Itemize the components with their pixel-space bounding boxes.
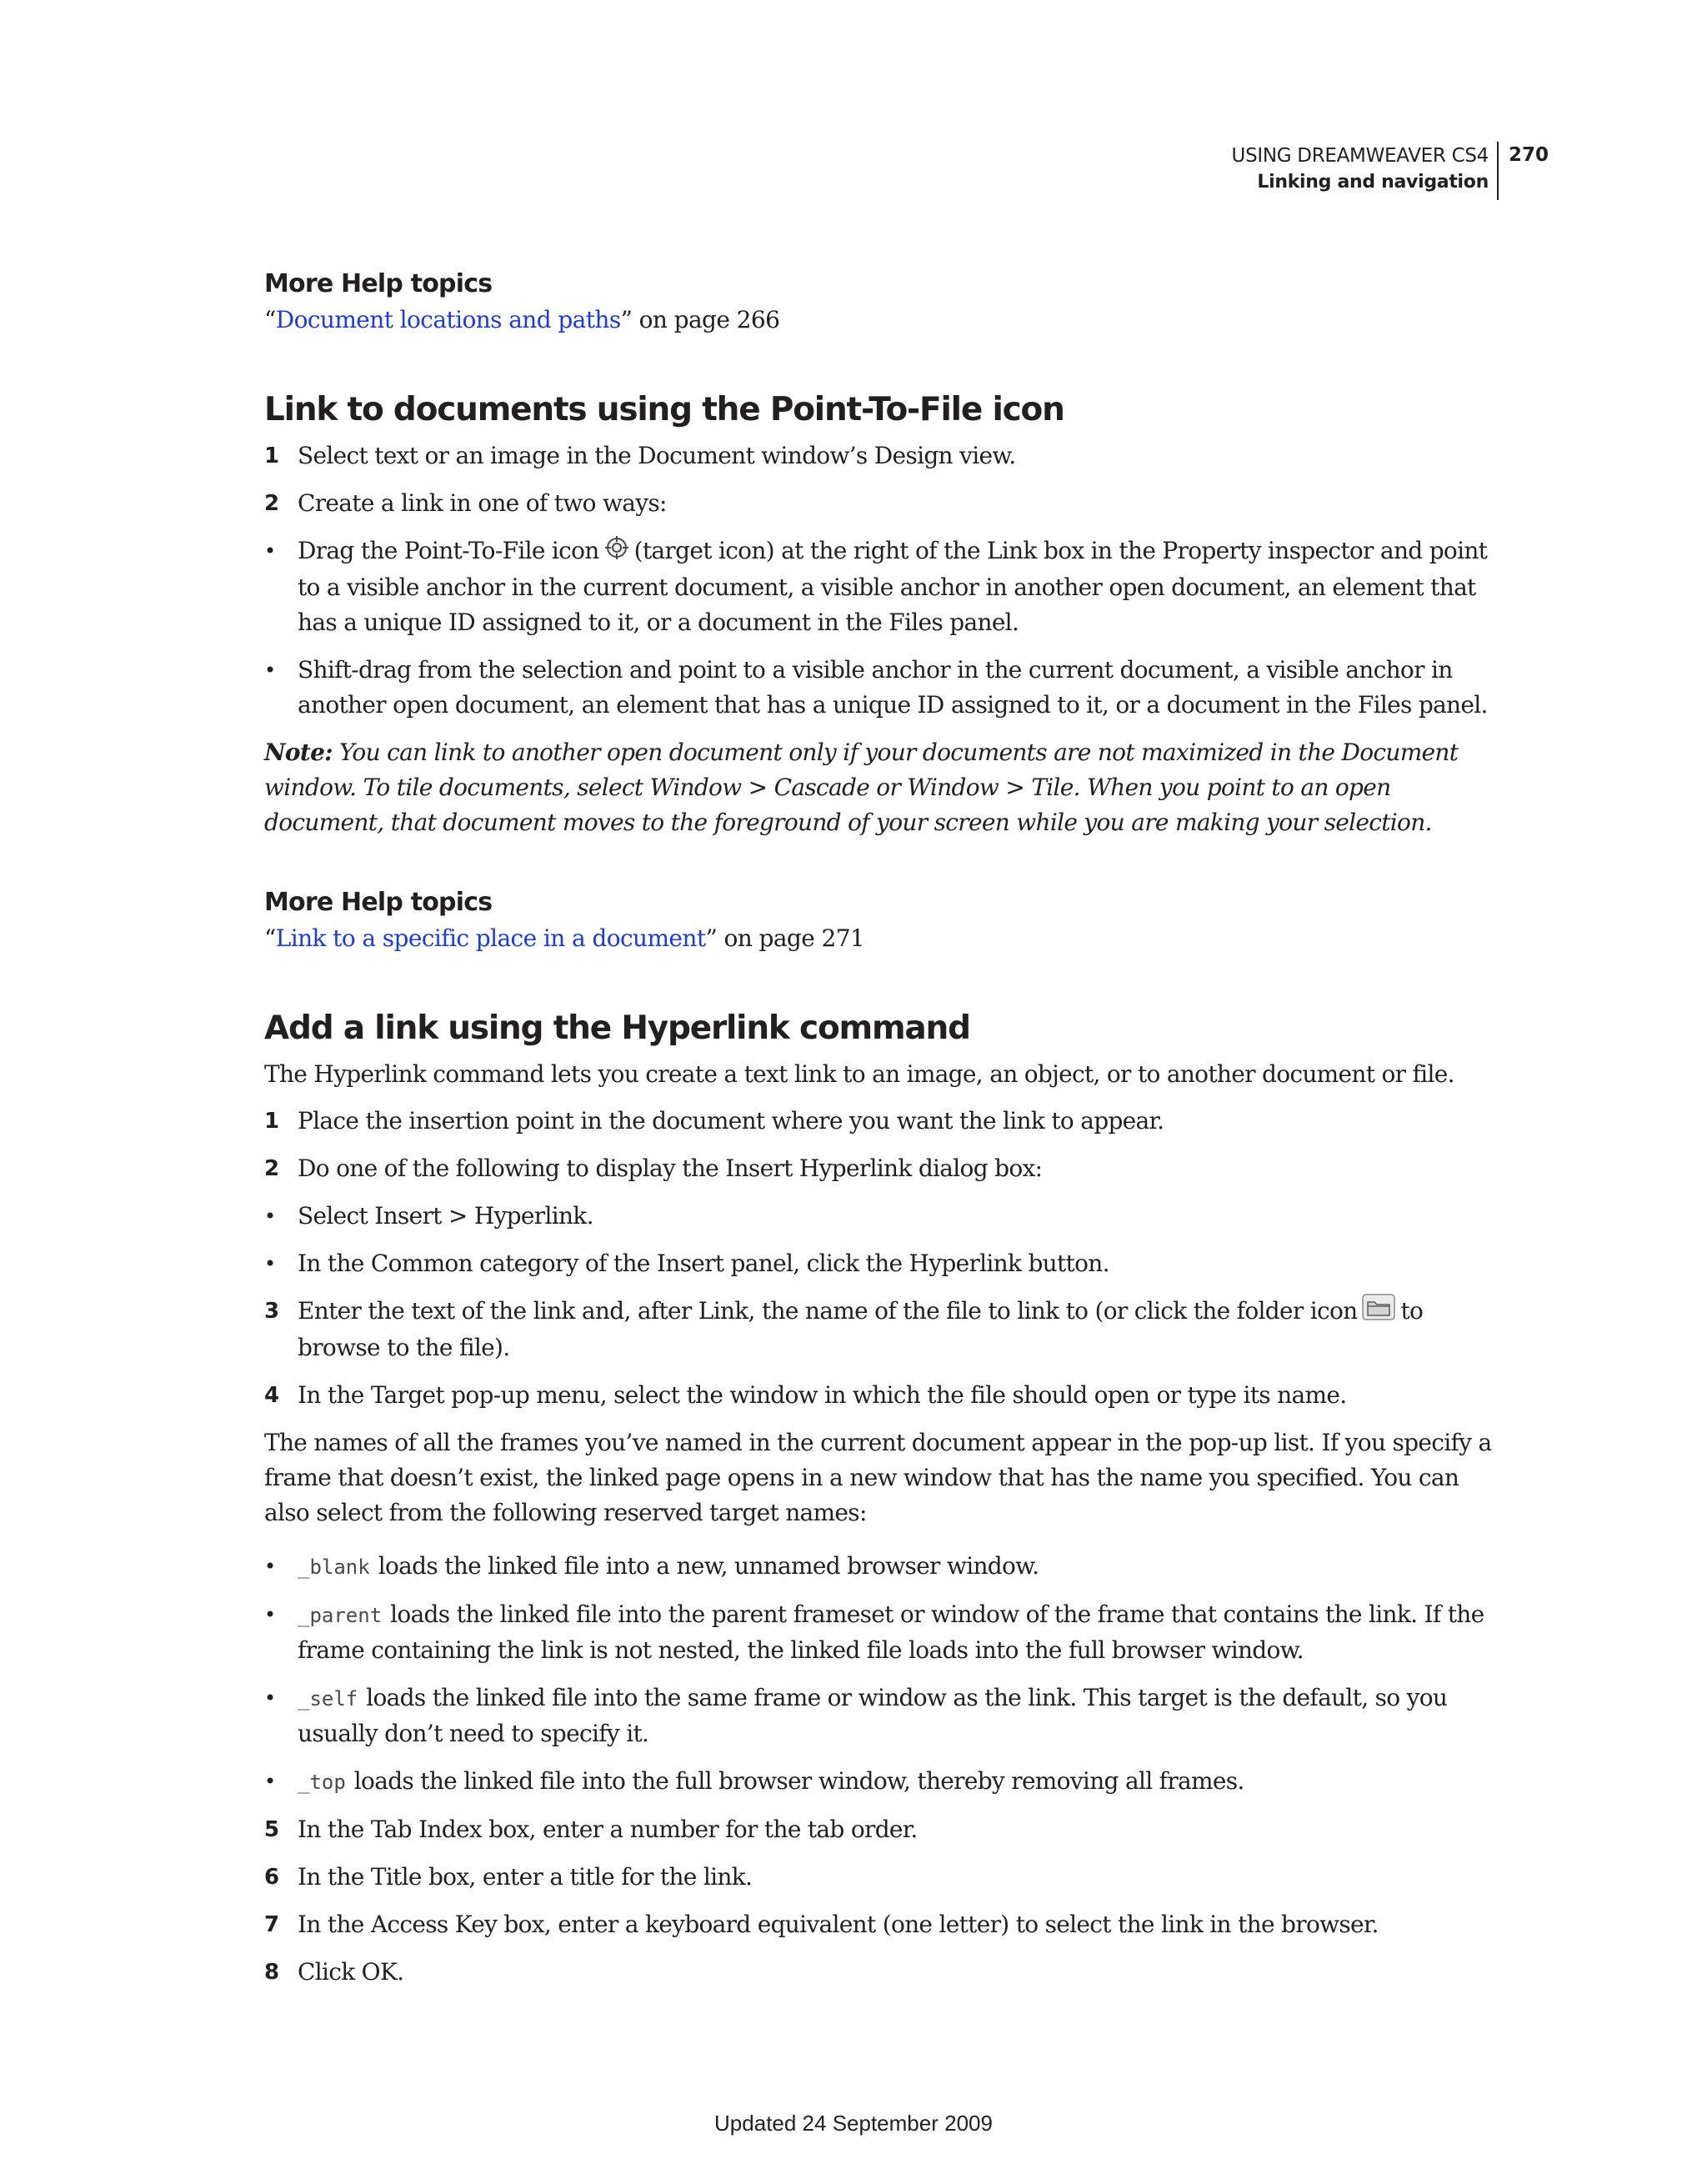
list-item [264,1860,1498,1895]
step-text: In the Tab Index box, enter a number for the tab order. [298,1816,918,1843]
running-header [1232,142,1549,200]
bullet-text: Shift-drag from the selection and point to a visible anchor in the current document, a visible anchor in another open document, an element that has a unique ID assigned to it, or a document in the Files panel. [298,655,1488,719]
step-number: 2 [264,1155,279,1181]
step-number: 1 [264,1108,279,1134]
bullet: • [264,1770,276,1793]
bullet: • [264,1204,276,1228]
list-item [264,653,1498,723]
bullet-text-before: Drag the Point-To-File icon [298,537,599,564]
note-label: Note: [264,738,333,766]
bullet-text [298,533,1498,640]
list-item [264,1764,1498,1800]
list-item [264,1378,1498,1413]
header-product: USING DREAMWEAVER CS4 [1231,145,1489,167]
frames-paragraph: The names of all the frames you’ve named in the current document appear in the pop-up list. If you specify a frame that doesn’t exist, the linked page opens in a new window that has the name you specified. You can also select from the following reserved target names: [264,1429,1492,1526]
bullet: • [264,658,276,682]
step-text [298,1294,1498,1366]
list-item [264,1597,1498,1668]
header-text [1232,142,1499,200]
step-number: 2 [264,491,279,516]
target-description: loads the linked file into a new, unnamed browser window. [378,1552,1039,1580]
bullet-text: Select Insert > Hyperlink. [298,1201,593,1230]
step-number: 7 [264,1912,279,1937]
target-description: loads the linked file into the full browser window, thereby removing all frames. [353,1767,1244,1795]
open-quote: “ [264,924,276,952]
step-text: In the Access Key box, enter a keyboard equivalent (one letter) to select the link in the browser. [298,1911,1379,1938]
page-content [264,250,1498,2002]
page-ref: ” on page 266 [620,306,780,333]
step-text: In the Title box, enter a title for the link. [298,1863,753,1891]
bullet: • [264,1686,276,1710]
target-code: _self [298,1687,358,1711]
note [264,735,1498,840]
document-locations-link[interactable]: Document locations and paths [275,306,621,333]
section-title-point-to-file: Link to documents using the Point-To-File icon [264,391,1064,428]
step-number: 4 [264,1383,279,1408]
target-code: _top [298,1771,346,1794]
target-description: loads the linked file into the same frame or window as the link. This target is the default, so you usually don’t need to specify it. [298,1684,1448,1747]
note-text: You can link to another open document only if your documents are not maximized in the Document window. To tile documents, select Window > Cascade or Window > Tile. When you point to an open document, that document moves to the foreground of your screen while you are making your selection. [264,738,1459,836]
bullet-text [298,1597,1498,1668]
list-item [264,1549,1498,1585]
intro-paragraph: The Hyperlink command lets you create a text link to an image, an object, or to another document or file. [264,1059,1454,1088]
list-item [264,1812,1498,1847]
bullet: • [264,1603,276,1626]
help-reference [264,922,1498,955]
target-description: loads the linked file into the parent frameset or window of the frame that contains the link. If the frame containing the link is not nested, the linked file loads into the full browser window. [298,1600,1484,1664]
step-text-after: to browse to the file). [298,1296,1424,1361]
page-footer: Updated 24 September 2009 [714,2111,993,2136]
step-number: 1 [264,443,279,468]
list-item [264,1907,1498,1942]
open-quote: “ [264,306,276,333]
bullet: • [264,539,276,563]
section-title-hyperlink-command: Add a link using the Hyperlink command [264,1009,970,1047]
more-help-heading: More Help topics [264,887,493,917]
list-item [264,1104,1498,1139]
bullet: • [264,1555,276,1578]
target-code: _blank [298,1555,370,1579]
specific-place-link[interactable]: Link to a specific place in a document [275,924,706,952]
target-icon [604,535,629,570]
step-number: 3 [264,1298,279,1324]
bullet-text [298,1549,1498,1585]
more-help-heading: More Help topics [264,269,493,298]
list-item [264,1199,1498,1234]
step-number: 6 [264,1865,279,1890]
step-text: Place the insertion point in the document where you want the link to appear. [298,1106,1164,1135]
step-text: Click OK. [298,1958,404,1986]
bullet-text [298,1764,1498,1800]
step-text: In the Target pop-up menu, select the window in which the file should open or type its name. [298,1381,1347,1409]
step-text: Create a link in one of two ways: [298,489,667,517]
header-chapter: Linking and navigation [1257,172,1489,193]
folder-icon [1362,1294,1395,1330]
bullet-text [298,1681,1498,1751]
list-item [264,1294,1498,1366]
bullet-text-after: (target icon) at the right of the Link box in the Property inspector and point to a visible anchor in the current document, a visible anchor in another open document, an element that has a unique ID assigned to it, or a document in the Files panel. [298,537,1488,636]
page-number: 270 [1508,144,1549,166]
help-reference [264,303,1498,337]
list-item [264,533,1498,640]
step-text: Do one of the following to display the Insert Hyperlink dialog box: [298,1154,1043,1182]
step-text: Select text or an image in the Document window’s Design view. [298,442,1016,469]
list-item [264,438,1498,473]
page-ref: ” on page 271 [705,924,865,952]
list-item [264,486,1498,521]
step-number: 5 [264,1817,279,1842]
list-item [264,1681,1498,1751]
list-item [264,1151,1498,1186]
bullet: • [264,1251,276,1275]
list-item [264,1246,1498,1281]
step-text-before: Enter the text of the link and, after Link, the name of the file to link to (or click the folder icon [298,1296,1358,1325]
target-code: _parent [298,1604,383,1627]
list-item [264,1955,1498,1990]
step-number: 8 [264,1960,279,1985]
bullet-text: In the Common category of the Insert panel, click the Hyperlink button. [298,1249,1109,1277]
